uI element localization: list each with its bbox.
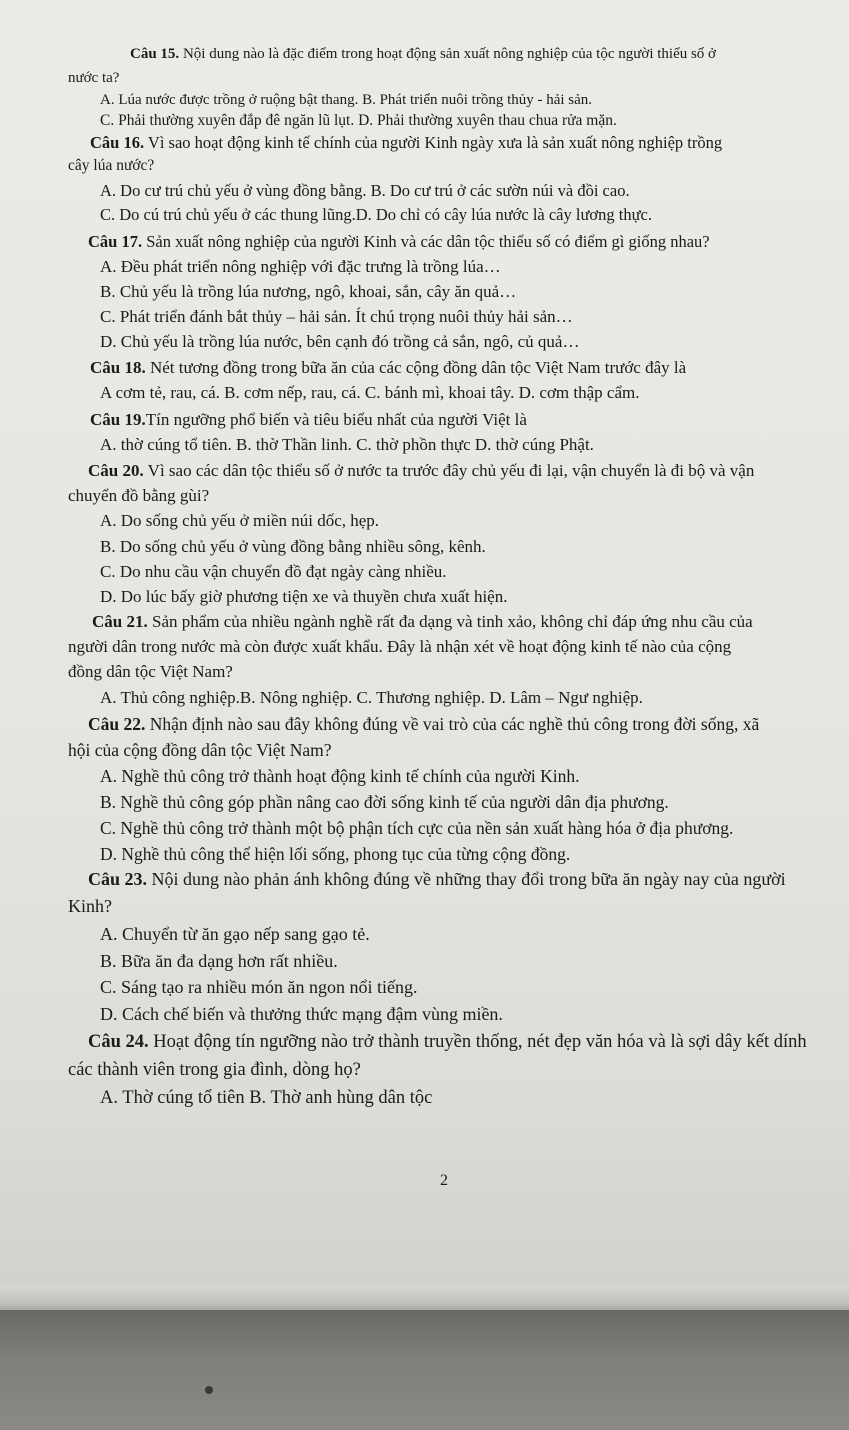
text-line (100, 435, 594, 455)
question-number: Câu 16. (90, 133, 145, 152)
line-text: C. Do cú trú chủ yếu ở các thung lũng.D. Do chỉ có cây lúa nước là cây lương thực. (100, 205, 652, 224)
text-line (100, 383, 639, 403)
line-text: Hoạt động tín ngưỡng nào trở thành truyền thống, nét đẹp văn hóa và là sợi dây kết dính (148, 1032, 807, 1052)
line-text: Vì sao các dân tộc thiểu số ở nước ta trước đây chủ yếu đi lại, vận chuyển là đi bộ và vận (143, 461, 755, 480)
text-line (100, 688, 643, 708)
line-text: A. Đều phát triển nông nghiệp với đặc trưng là trồng lúa… (100, 257, 501, 276)
line-text: người dân trong nước mà còn được xuất khẩu. Đây là nhận xét về hoạt động kinh tế nào của cộng (68, 637, 732, 656)
text-line (100, 511, 379, 531)
line-text: C. Nghề thủ công trở thành một bộ phận tích cực của nền sản xuất hàng hóa ở địa phương. (100, 818, 734, 838)
question-number: Câu 22. (88, 714, 146, 734)
line-text: chuyển đồ bằng gùi? (68, 486, 210, 505)
line-text: hội của cộng đồng dân tộc Việt Nam? (68, 740, 332, 760)
line-text: Nội dung nào là đặc điểm trong hoạt động sản xuất nông nghiệp của tộc người thiểu số ở (179, 46, 716, 62)
question-number: Câu 23. (88, 869, 148, 889)
text-line (100, 951, 338, 971)
text-line (68, 740, 331, 760)
line-text: A. Thủ công nghiệp.B. Nông nghiệp. C. Thương nghiệp. D. Lâm – Ngư nghiệp. (100, 688, 643, 707)
line-text: C. Phát triển đánh bắt thủy – hải sản. Ít chú trọng nuôi thủy hải sản… (100, 307, 573, 326)
text-line (88, 1032, 807, 1052)
line-text: Tín ngưỡng phổ biến và tiêu biểu nhất của người Việt là (145, 410, 527, 429)
text-line (90, 410, 527, 430)
line-text: Vì sao hoạt động kinh tế chính của người Kinh ngày xưa là sản xuất nông nghiệp trồng (144, 133, 723, 152)
line-text: A. Do cư trú chủ yếu ở vùng đồng bằng. B. Do cư trú ở các sườn núi và đồi cao. (100, 181, 630, 200)
desk-surface (0, 1310, 849, 1430)
question-number: Câu 17. (88, 232, 143, 251)
text-line (100, 90, 592, 110)
text-line (130, 44, 716, 64)
text-line (100, 792, 669, 812)
text-line (68, 637, 731, 657)
text-line (100, 111, 617, 131)
line-text: A. Do sống chủ yếu ở miền núi dốc, hẹp. (100, 511, 380, 530)
line-text: Nét tương đồng trong bữa ăn của các cộng đồng dân tộc Việt Nam trước đây là (145, 358, 687, 377)
line-text: các thành viên trong gia đình, dòng họ? (68, 1060, 361, 1080)
line-text: Kinh? (68, 896, 112, 916)
question-number: Câu 15. (130, 46, 180, 62)
text-line (100, 924, 370, 944)
text-line (88, 869, 786, 889)
line-text: B. Do sống chủ yếu ở vùng đồng bằng nhiều sông, kênh. (100, 537, 486, 556)
line-text: A. thờ cúng tổ tiên. B. thờ Thần linh. C. thờ phồn thực D. thờ cúng Phật. (100, 435, 594, 454)
line-text: A. Chuyển từ ăn gạo nếp sang gạo tẻ. (100, 924, 370, 944)
text-line (68, 896, 112, 916)
line-text: A. Thờ cúng tổ tiên B. Thờ anh hùng dân tộc (100, 1088, 433, 1108)
question-number: Câu 21. (92, 612, 148, 631)
line-text: B. Nghề thủ công góp phần nâng cao đời sống kinh tế của người dân địa phương. (100, 792, 669, 812)
text-line (90, 133, 722, 153)
line-text: B. Bữa ăn đa dạng hơn rất nhiều. (100, 951, 338, 971)
text-line (88, 461, 754, 481)
text-line (100, 537, 486, 557)
line-text: Sản phẩm của nhiều ngành nghề rất đa dạng và tinh xảo, không chỉ đáp ứng nhu cầu của (147, 612, 753, 631)
line-text: C. Sáng tạo ra nhiều món ăn ngon nổi tiếng. (100, 977, 418, 997)
text-line (88, 714, 759, 734)
text-line (100, 844, 570, 864)
line-text: B. Chủ yếu là trồng lúa nương, ngô, khoai, sắn, cây ăn quả… (100, 282, 517, 301)
line-text: C. Do nhu cầu vận chuyển đồ đạt ngày càng nhiều. (100, 562, 447, 581)
text-line (100, 587, 507, 607)
page-number: 2 (440, 1172, 448, 1189)
text-line (68, 156, 154, 176)
line-text: Nội dung nào phản ánh không đúng về những thay đổi trong bữa ăn ngày nay của người (147, 869, 786, 889)
text-line (68, 662, 233, 682)
line-text: nước ta? (68, 70, 120, 86)
text-line (100, 181, 630, 201)
line-text: cây lúa nước? (68, 157, 155, 174)
line-text: D. Cách chế biến và thưởng thức mạng đậm vùng miền. (100, 1004, 503, 1024)
line-text: D. Chủ yếu là trồng lúa nước, bên cạnh đó trồng cả sắn, ngô, củ quả… (100, 332, 580, 351)
line-text: C. Phải thường xuyên đắp đê ngăn lũ lụt. D. Phải thường xuyên thau chua rửa mặn. (100, 112, 617, 129)
text-line (100, 977, 417, 997)
text-line (100, 205, 652, 225)
line-text: Sản xuất nông nghiệp của người Kinh và các dân tộc thiểu số có điểm gì giống nhau? (142, 232, 710, 251)
text-line (100, 282, 516, 302)
text-line (90, 358, 686, 378)
line-text: A. Nghề thủ công trở thành hoạt động kinh tế chính của người Kinh. (100, 766, 580, 786)
text-line (68, 1060, 361, 1080)
question-number: Câu 24. (88, 1032, 149, 1052)
text-line (100, 766, 580, 786)
text-line (68, 486, 209, 506)
text-line (100, 257, 501, 277)
text-line (92, 612, 753, 632)
line-text: đồng dân tộc Việt Nam? (68, 662, 233, 681)
text-line (88, 232, 710, 252)
line-text: A. Lúa nước được trồng ở ruộng bật thang. B. Phát triển nuôi trồng thủy - hải sản. (100, 92, 593, 108)
line-text: Nhận định nào sau đây không đúng về vai trò của các nghề thủ công trong đời sống, xã (145, 714, 760, 734)
text-line (100, 562, 447, 582)
line-text: D. Do lúc bấy giờ phương tiện xe và thuyền chưa xuất hiện. (100, 587, 508, 606)
text-line (100, 818, 733, 838)
line-text: D. Nghề thủ công thể hiện lối sống, phong tục của từng cộng đồng. (100, 844, 571, 864)
text-line (100, 1004, 503, 1024)
text-line (100, 307, 573, 327)
line-text: A cơm tẻ, rau, cá. B. cơm nếp, rau, cá. C. bánh mì, khoai tây. D. cơm thập cẩm. (100, 383, 640, 402)
question-number: Câu 19. (90, 410, 146, 429)
text-line (100, 1088, 432, 1108)
text-line (100, 332, 579, 352)
text-line (68, 68, 119, 88)
desk-spot (205, 1386, 213, 1394)
question-number: Câu 20. (88, 461, 144, 480)
question-number: Câu 18. (90, 358, 146, 377)
